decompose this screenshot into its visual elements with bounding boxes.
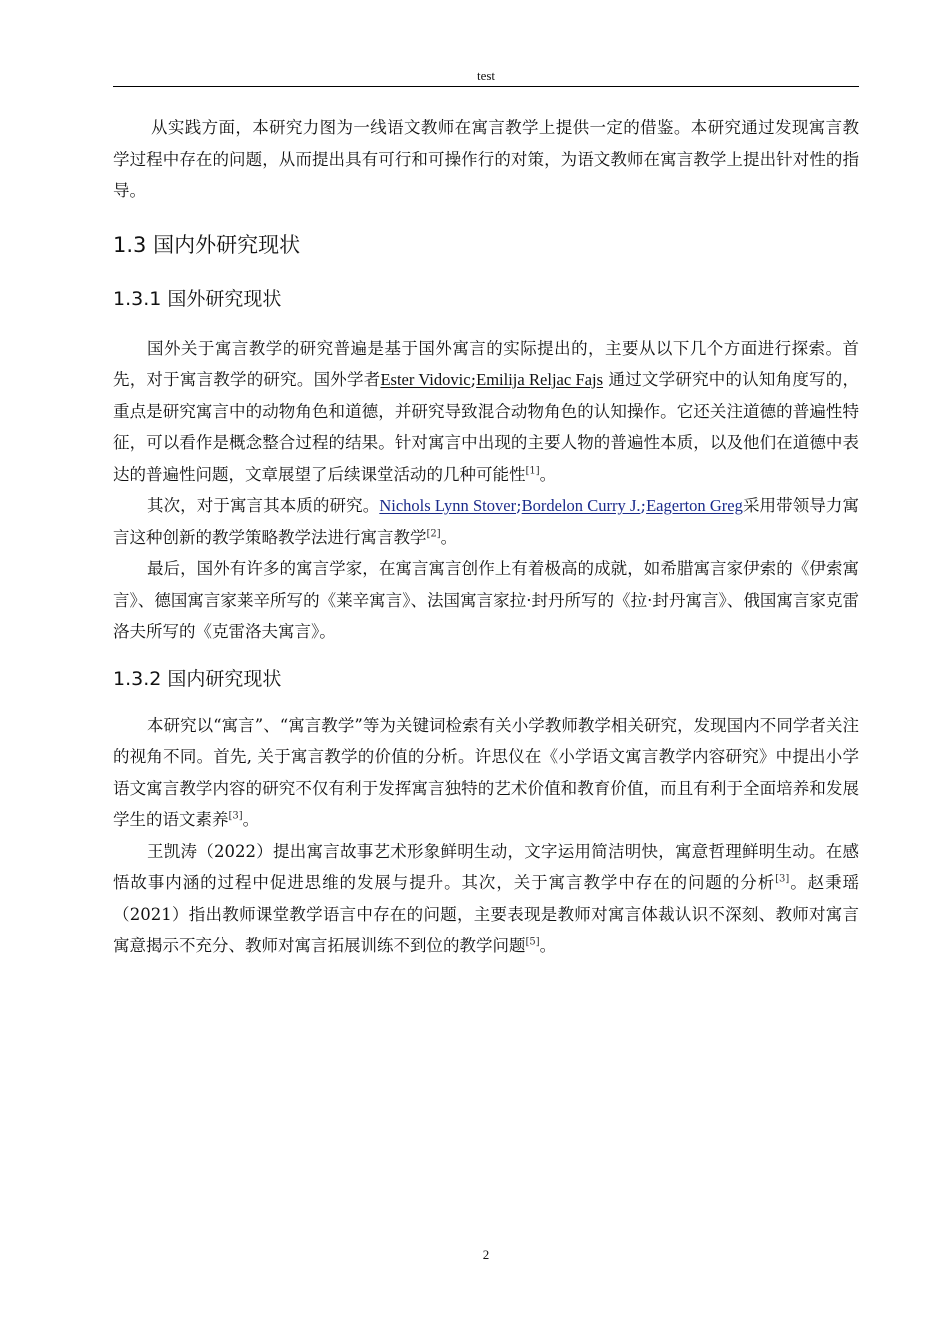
- paragraph-domestic-2: [113, 836, 859, 962]
- text-span: 采用带领导力寓言这种创新的教学策略教学法进行寓言教学: [113, 496, 860, 547]
- author-link-eagerton[interactable]: Eagerton Greg: [646, 496, 743, 515]
- paragraph-domestic-1: [113, 710, 859, 836]
- separator: ;: [470, 370, 477, 389]
- citation-ref-3[interactable]: [3]: [228, 810, 243, 822]
- text-span: 。: [242, 810, 260, 829]
- citation-ref-2[interactable]: [2]: [426, 528, 441, 539]
- paragraph-foreign-2: [113, 490, 859, 553]
- page-header: [113, 66, 859, 87]
- text-span: 。: [539, 464, 557, 484]
- citation-ref-5[interactable]: [5]: [525, 936, 540, 948]
- author-link-ester-vidovic[interactable]: Ester Vidovic: [380, 370, 471, 389]
- text-span: 。: [539, 936, 557, 955]
- document-body: [113, 112, 859, 962]
- page-number: 2: [482, 1247, 490, 1262]
- citation-ref-1[interactable]: [1]: [525, 465, 540, 476]
- paragraph-foreign-1: [113, 333, 859, 491]
- paragraph-practice: 从实践方面，本研究力图为一线语文教师在寓言教学上提供一定的借鉴。本研究通过发现寓言教学过程中存在的问题，从而提出具有可行和可操作行的对策，为语文教师在寓言教学上提出针对性的指导。: [113, 118, 859, 200]
- text-span: 本研究以“寓言”、“寓言教学”等为关键词检索有关小学教师教学相关研究，发现国内不同学者关注的视角不同。首先, 关于寓言教学的价值的分析。许思仪在《小学语文寓言教学内容研究》中提出小学语文寓言教学内容的研究不仅有利于发挥寓言独特的艺术价值和教育价值，而且有利于全面培养和发展学生的语文素养: [113, 715, 859, 829]
- page-footer: [113, 1247, 859, 1263]
- separator: ;: [640, 496, 647, 515]
- citation-ref-3b[interactable]: [3]: [775, 873, 790, 885]
- text-span: 。: [440, 527, 458, 547]
- text-span: 。赵秉瑶（2021）指出教师课堂教学语言中存在的问题，主要表现是教师对寓言体裁认识不深刻、教师对寓言寓意揭示不充分、教师对寓言拓展训练不到位的教学问题: [113, 873, 860, 955]
- text-span: 通过文学研究中的认知角度写的，重点是研究寓言中的动物角色和道德，并研究导致混合动物角色的认知操作。它还关注道德的普遍性特征，可以看作是概念整合过程的结果。针对寓言中出现的主要人物的普遍性本质，以及他们在道德中表达的普遍性问题，文章展望了后续课堂活动的几种可能性: [113, 370, 859, 484]
- text-span: 其次，对于寓言其本质的研究。: [147, 496, 380, 515]
- author-link-nichols[interactable]: Nichols Lynn Stover: [379, 496, 517, 515]
- paragraph-foreign-3: 最后，国外有许多的寓言学家，在寓言寓言创作上有着极高的成就，如希腊寓言家伊索的《伊索寓言》、德国寓言家莱辛所写的《莱辛寓言》、法国寓言家拉·封丹所写的《拉·封丹寓言》、俄国寓言家克雷洛夫所写的《克雷洛夫寓言》。: [113, 559, 859, 641]
- author-link-bordelon[interactable]: Bordelon Curry J.: [521, 496, 641, 515]
- heading-1-3: 1.3 国内外研究现状: [113, 232, 301, 257]
- text-span: 国外关于寓言教学的研究普遍是基于国外寓言的实际提出的，主要从以下几个方面进行探索。首先，对于寓言教学的研究。国外学者: [113, 338, 859, 389]
- heading-1-3-2: 1.3.2 国内研究现状: [113, 667, 282, 690]
- separator: ;: [516, 496, 522, 515]
- heading-1-3-1: 1.3.1 国外研究现状: [113, 287, 282, 310]
- header-text: test: [476, 68, 496, 83]
- author-link-emilija-reljac-fajs[interactable]: Emilija Reljac Fajs: [476, 370, 604, 389]
- text-span: 王凯涛（2022）提出寓言故事艺术形象鲜明生动，文字运用简洁明快，寓意哲理鲜明生动。在感悟故事内涵的过程中促进思维的发展与提升。其次，关于寓言教学中存在的问题的分析: [113, 841, 859, 892]
